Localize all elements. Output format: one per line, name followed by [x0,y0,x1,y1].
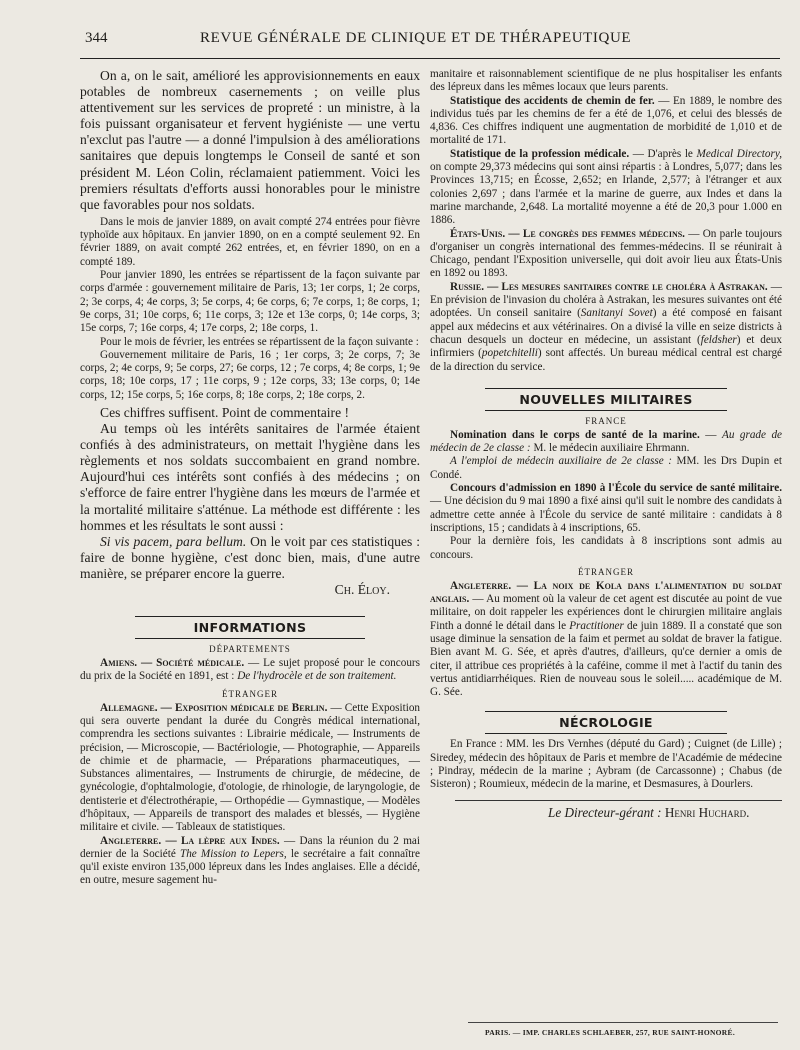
angleterre-lepre-item: Angleterre. — La lèpre aux Indes. — Dans la réunion du 2 mai dernier de la Société The Mission to Lepers, le secrétaire a fait connaître qu'il existe environ 135,000 lépreux dans les Indes anglaises. Elle a décidé, en outre, mesure sagement hu- [80,834,421,887]
left-column [80,68,420,888]
footer-rule [468,1022,778,1023]
february-distribution: Gouvernement militaire de Paris, 16 ; 1er corps, 3; 2e corps, 7; 3e corps, 2; 4e corps, 9; 5e corps, 27; 6e corps, 12 ; 7e corps, 4; 8e corps, 1; 9e corps, 18; 10e corps, 17 ; 11e corps, 9 ; 12e corps, 33; 13e corps, 0; 14e corps, 12; 15e corps, 5; 16e corps, 8; 18e corps, 2; 18e corps, 2. [80,348,420,401]
lepre-continuation: manitaire et raisonnablement scientifique de ne plus hospitaliser les enfants des lépreux dans les mêmes locaux que leurs parents. [430,68,782,94]
etranger-subheading: ÉTRANGER [222,688,278,699]
author-signature: Ch. Éloy. [334,582,390,598]
concours-item: Concours d'admission en 1890 à l'École du service de santé militaire. — Une décision du 9 mai 1890 a fixé ainsi qu'il suit le nombre des candidats à admettre cette année à l'École du service de santé militaire : candidats à 8 inscriptions, 15 ; candidats à 4 inscriptions, 65. [430,482,782,534]
right-column [430,68,782,821]
running-title: REVUE GÉNÉRALE DE CLINIQUE ET DE THÉRAPEUTIQUE [200,30,632,46]
january-distribution: Pour janvier 1890, les entrées se répartissent de la façon suivante par corps d'armée : gouvernement militaire de Paris, 13; 1er corps, 1; 2e corps, 2; 3e corps, 4; 4e corps, 3; 5e corps, 4; 6e corps, 6; 7e corps, 1; 8e corps, 1; 9e corps, 31; 10e corps, 6; 11e corps, 3; 12e et 13e corps, 0; 14e corps, 3; 15e corps, 7; 16e corps, 4; 17e corps, 2; 18e corps, 1. [80,269,420,335]
france-subheading: FRANCE [585,415,627,426]
intro-paragraph: On a, on le sait, amélioré les approvisionnements en eaux potables de nombreux casernements ; on veille plus attentivement sur les services de propreté : un ministre, à la fois puissant organisateur et fervent hygiéniste — une vertu n'exclut pas l'autre — a donné l'impulsion à des améliorations sanitaires que depuis longtemps le Conseil de santé et son président M. Léon Colin, réclamaient patiemment. Voici les premiers résultats d'efforts aussi honorables pour le ministre que favorables pour nos soldats. [80,68,420,212]
page-header [50,30,780,52]
printer-imprint: PARIS. — IMP. CHARLES SCHLAEBER, 257, RUE SAINT-HONORÉ. [484,1028,735,1037]
necrologie-text: En France : MM. les Drs Vernhes (député du Gard) ; Cuignet (de Lille) ; Siredey, médecin des hôpitaux de Paris et membre de l'Académie de médecine ; Pindray, médecin de la marine ; Aybram (de Carcassonne) ; Chabus (de Sisteron) ; Roumieux, médecin de la marine, et Desmasures, à Dourlers. [430,738,782,791]
typhoid-stats-paragraph: Dans le mois de janvier 1889, on avait compté 274 entrées pour fièvre typhoïde aux hôpitaux. En janvier 1890, on en a compté seulement 92. En février 1889, on avait compté 262 entrées, et, en février 1890, on en a compté 189. [80,215,420,268]
latin-quote: Si vis pacem, para bellum. [100,533,247,549]
informations-heading: INFORMATIONS [135,616,365,639]
medical-profession-item: Statistique de la profession médicale. — D'après le Medical Directory, on compte 29,373 médecins qui sont ainsi répartis : à Londres, 5,077; dans les Provinces 13,715; en Écosse, 2,652; en Irlande, 2,577; à l'étranger et aux colonies 2,697 ; dans l'armée et la marine de guerre, aux Indes et dans la marine marchande, 2,648. La mortalité moyenne a été de 20,3 pour 1.000 en 1886. [430,147,782,227]
railway-accidents-item: Statistique des accidents de chemin de fer. — En 1889, le nombre des individus tués par les chemins de fer a été de 1,076, et celui des blessés de 4,836. Ces chiffres indiquent une augmentation de morbidité de 1,010 et de mortalité de 171. [430,94,782,147]
signature-rule [455,800,782,801]
departements-subheading: DÉPARTEMENTS [209,644,291,655]
february-intro: Pour le mois de février, les entrées se répartissent de la façon suivante : [100,335,419,348]
kola-item: Angleterre. — La noix de Kola dans l'alimentation du soldat anglais. — Au moment où la valeur de cet agent est discutée au point de vue militaire, on doit rappeler les expériences dont le chirurgien militaire anglais Finth a donné le détail dans le Practitioner de juin 1889. Il a constaté que son usage diminue la sensation de la faim et permet au soldat de braver la fatigue. Bien avant M. G. Sée, et après d'autres, d'ailleurs, qu'ce dernier a omis de citer, il attribue ces propriétés à la caféine, comme il met à l'actif du tanin des vertus antidiarrhéiques. Rien de nouveau sous le soleil..... académique de M. G. Sée. [430,579,782,699]
si-vis-pacem-paragraph: Si vis pacem, para bellum. On le voit par ces statistiques : faire de bonne hygiène, c'est donc bien, mais, d'une autre manière, se préparer encore la guerre. [80,533,420,581]
cholera-item: Russie. — Les mesures sanitaires contre le choléra à Astrakan. — En prévision de l'invasion du choléra à Astrakan, les mesures suivantes ont été adoptées. Un conseil sanitaire (Sanitanyi Sovet) a été composé en faisant appel aux médecins et aux vétérinaires. On a divisé la ville en seize districts à chacun desquels un docteur en médecine, un assistant (feldsher) et deux infirmiers (popetchitelli) sont affectés. Un bureau médical central est chargé de la direction du service. [430,280,783,373]
nomination-item: Nomination dans le corps de santé de la marine. — Au grade de médecin de 2e classe : M. le médecin auxiliaire Ehrmann. [430,428,783,455]
allemagne-item: Allemagne. — Exposition médicale de Berlin. — Cette Exposition qui sera ouverte pendant la durée du Congrès médical international, comprendra les sections suivantes : Librairie médicale, — Instruments de précision, — Microscopie, — Bactériologie, — Photographie, — Appareils de chimie et de pharmacie, — Préparations pharmaceutiques, — Substances alimentaires, — Instruments de chirurgie, de médecine, de gynécologie, d'ophtalmologie, d'otologie, de rhinologie, de laryngologie, de dentisterie et d'électrothérapie, — Orthopédie — Gymnastique, — Modèles d'hôpitaux, — Appareils de transport des malades et blessés, — Hygiène militaire et civile. — Tableaux de statistiques. [80,701,421,834]
page-number: 344 [85,30,108,46]
header-rule [80,58,780,59]
necrologie-heading: NÉCROLOGIE [485,711,727,734]
concours-note: Pour la dernière fois, les candidats à 8 inscriptions sont admis au concours. [430,535,782,561]
no-comment-paragraph: Ces chiffres suffisent. Point de commentaire ! [100,405,350,420]
directeur-gerant-line: Le Directeur-gérant : Henri Huchard. [548,804,750,820]
nomination-auxiliaire-item: A l'emploi de médecin auxiliaire de 2e classe : MM. les Drs Dupin et Condé. [430,455,782,481]
women-doctors-item: États-Unis. — Le congrès des femmes médecins. — On parle toujours d'organiser un congrès international des femmes-médecins. Il se réunirait à Chicago, pendant l'Exposition universelle, qui doit avoir lieu aux États-Unis en 1892 ou 1893. [430,227,783,280]
amiens-item: Amiens. — Société médicale. — Le sujet proposé pour le concours du prix de la Société en 1891, est : De l'hydrocèle et de son traitement. [80,657,420,683]
hygiene-paragraph: Au temps où les intérêts sanitaires de l'armée étaient confiés à des administrateurs, on mettait l'hygiène dans les règlements et nos soldats succombaient en grand nombre. Aujourd'hui ces intérêts sont confiés à des médecins ; on s'efforce de faire entrer l'hygiène dans les mœurs de l'armée et la mortalité militaire s'atténue. La méthode est différente : les hommes et les résultats le sont aussi : [80,421,420,533]
nouvelles-militaires-heading: NOUVELLES MILITAIRES [485,388,727,411]
etranger-subheading-right: ÉTRANGER [578,566,634,577]
